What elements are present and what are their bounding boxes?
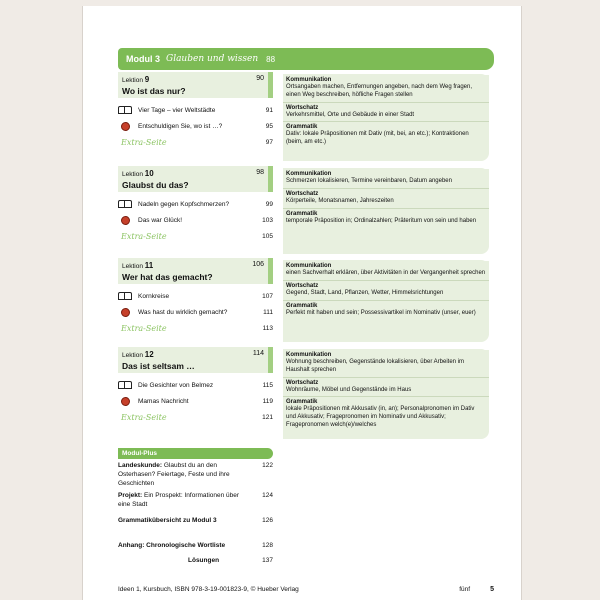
lesson-page: 114 xyxy=(252,350,264,357)
lesson-item[interactable] xyxy=(118,104,273,116)
section-heading: Wortschatz xyxy=(283,189,489,197)
entry-label: Grammatikübersicht zu Modul 3 xyxy=(118,517,217,524)
modul-plus-entry[interactable] xyxy=(118,557,273,566)
item-text: Kornkreise xyxy=(138,292,170,300)
section-heading: Grammatik xyxy=(283,397,489,405)
summary-section xyxy=(283,396,489,431)
cd-icon xyxy=(121,397,130,406)
section-body: Perfekt mit haben und sein; Possessivartikel im Nominativ (unser, euer) xyxy=(283,309,489,320)
lesson-item[interactable] xyxy=(118,230,273,242)
section-heading: Kommunikation xyxy=(283,169,489,177)
entry-text: Ein Prospekt: Informationen über eine Stadt xyxy=(118,492,240,508)
entry-text: Glaubst du an den Osterhasen? Feiertage, Feste und ihre Geschichten xyxy=(118,462,230,487)
entry-page: 137 xyxy=(262,557,273,564)
page-footer xyxy=(118,586,494,593)
section-heading: Wortschatz xyxy=(283,378,489,386)
modul-plus-bar: Modul-Plus xyxy=(118,448,273,459)
item-text: Extra-Seite xyxy=(121,137,167,147)
item-text: Was hast du wirklich gemacht? xyxy=(138,308,228,316)
item-page: 107 xyxy=(262,292,273,300)
item-text: Entschuldigen Sie, wo ist …? xyxy=(138,122,223,130)
lesson-item[interactable] xyxy=(118,411,273,423)
section-heading: Kommunikation xyxy=(283,75,489,83)
item-page: 99 xyxy=(265,200,273,208)
section-heading: Wortschatz xyxy=(283,281,489,289)
book-icon xyxy=(118,106,132,114)
lesson-label: Lektion 11 xyxy=(122,261,154,270)
modul-plus-entry[interactable] xyxy=(118,517,273,526)
summary-section xyxy=(283,280,489,300)
lesson-item[interactable] xyxy=(118,290,273,302)
lesson-label: Lektion 12 xyxy=(122,350,154,359)
item-text: Vier Tage – vier Weltstädte xyxy=(138,106,216,114)
modul-plus-entry[interactable] xyxy=(118,462,273,488)
lesson-item[interactable] xyxy=(118,306,273,318)
footer-word: fünf xyxy=(459,586,471,593)
lesson-header-10 xyxy=(118,166,273,192)
module-header xyxy=(118,48,494,70)
entry-page: 122 xyxy=(262,462,273,469)
lesson-header-9 xyxy=(118,72,273,98)
module-number: Modul 3 xyxy=(126,54,160,64)
item-page: 121 xyxy=(262,413,273,421)
summary-section xyxy=(283,75,489,102)
lesson-label: Lektion 10 xyxy=(122,169,154,178)
entry-page: 128 xyxy=(262,542,273,549)
lesson-label: Lektion 9 xyxy=(122,75,150,84)
item-page: 97 xyxy=(265,138,273,146)
book-page xyxy=(82,6,522,600)
cd-icon xyxy=(121,216,130,225)
lesson-page: 98 xyxy=(256,169,264,176)
summary-section xyxy=(283,188,489,208)
item-page: 111 xyxy=(263,308,273,316)
entry-label: Projekt: xyxy=(118,492,143,499)
lesson-title: Glaubst du das? xyxy=(122,180,189,190)
section-body: Ortsangaben machen, Entfernungen angeben, nach dem Weg fragen, einen Weg beschreiben, höfliche Fragen stellen xyxy=(283,83,489,102)
section-heading: Grammatik xyxy=(283,209,489,217)
item-text: Das war Glück! xyxy=(138,216,183,224)
entry-label: Landeskunde: xyxy=(118,462,163,469)
item-page: 105 xyxy=(262,232,273,240)
module-title: Glauben und wissen xyxy=(166,54,259,64)
item-page: 119 xyxy=(262,397,273,405)
section-body: Gegend, Stadt, Land, Pflanzen, Wetter, Himmelsrichtungen xyxy=(283,289,489,300)
cd-icon xyxy=(121,122,130,131)
lesson-title: Das ist seltsam … xyxy=(122,361,195,371)
item-text: Extra-Seite xyxy=(121,412,167,422)
entry-page: 126 xyxy=(262,517,273,524)
section-body: Wohnräume, Möbel und Gegenstände im Haus xyxy=(283,386,489,397)
book-icon xyxy=(118,381,132,389)
section-body: lokale Präpositionen mit Akkusativ (in, an); Personalpronomen im Dativ und Akkusativ; Fragepronomen im Nominativ und Akkusativ; Fragepronomen welch(e)/welches xyxy=(283,405,489,431)
lesson-header-12 xyxy=(118,347,273,373)
summary-section xyxy=(283,121,489,149)
summary-section xyxy=(283,350,489,377)
book-icon xyxy=(118,200,132,208)
lesson-item[interactable] xyxy=(118,379,273,391)
module-page: 88 xyxy=(266,54,276,64)
modul-plus-entry[interactable] xyxy=(118,542,273,551)
cd-icon xyxy=(121,308,130,317)
item-text: Mamas Nachricht xyxy=(138,397,189,405)
section-body: Wohnung beschreiben, Gegenstände lokalisieren, über Arbeiten im Haushalt sprechen xyxy=(283,358,489,377)
lesson-item[interactable] xyxy=(118,395,273,407)
section-body: einen Sachverhalt erklären, über Aktivitäten in der Vergangenheit sprechen xyxy=(283,269,489,280)
item-text: Nadeln gegen Kopfschmerzen? xyxy=(138,200,230,208)
summary-section xyxy=(283,377,489,397)
section-heading: Grammatik xyxy=(283,301,489,309)
entry-label: Lösungen xyxy=(188,557,220,564)
item-text: Die Gesichter von Belmez xyxy=(138,381,214,389)
section-heading: Kommunikation xyxy=(283,261,489,269)
lesson-summary-box xyxy=(283,260,489,342)
item-page: 95 xyxy=(265,122,273,130)
entry-page: 124 xyxy=(262,492,273,499)
lesson-title: Wer hat das gemacht? xyxy=(122,272,213,282)
book-icon xyxy=(118,292,132,300)
item-page: 115 xyxy=(262,381,273,389)
section-heading: Grammatik xyxy=(283,122,489,130)
section-body: Schmerzen lokalisieren, Termine vereinbaren, Datum angeben xyxy=(283,177,489,188)
summary-section xyxy=(283,208,489,228)
lesson-item[interactable] xyxy=(118,198,273,210)
lesson-summary-box xyxy=(283,168,489,254)
summary-section xyxy=(283,261,489,280)
modul-plus-entry[interactable] xyxy=(118,492,273,510)
lesson-item[interactable] xyxy=(118,214,273,226)
lesson-header-11 xyxy=(118,258,273,284)
page-number: 5 xyxy=(490,586,494,593)
section-heading: Kommunikation xyxy=(283,350,489,358)
item-text: Extra-Seite xyxy=(121,323,167,333)
item-page: 103 xyxy=(262,216,273,224)
summary-section xyxy=(283,169,489,188)
lesson-summary-box xyxy=(283,349,489,439)
section-body: Dativ: lokale Präpositionen mit Dativ (mit, bei, an etc.); Kontraktionen (beim, am etc.) xyxy=(283,130,489,149)
item-page: 113 xyxy=(262,324,273,332)
lesson-page: 106 xyxy=(252,261,264,268)
lesson-item[interactable] xyxy=(118,136,273,148)
lesson-title: Wo ist das nur? xyxy=(122,86,186,96)
item-page: 91 xyxy=(265,106,273,114)
section-body: Körperteile, Monatsnamen, Jahreszeiten xyxy=(283,197,489,208)
item-text: Extra-Seite xyxy=(121,231,167,241)
lesson-page: 90 xyxy=(256,75,264,82)
section-body: temporale Präposition in; Ordinalzahlen; Präteritum von sein und haben xyxy=(283,217,489,228)
lesson-summary-box xyxy=(283,74,489,161)
summary-section xyxy=(283,102,489,122)
lesson-item[interactable] xyxy=(118,322,273,334)
entry-label: Anhang: Chronologische Wortliste xyxy=(118,542,226,549)
footer-source: Ideen 1, Kursbuch, ISBN 978-3-19-001823-9, © Hueber Verlag xyxy=(118,586,299,593)
lesson-item[interactable] xyxy=(118,120,273,132)
section-body: Verkehrsmittel, Orte und Gebäude in einer Stadt xyxy=(283,111,489,122)
section-heading: Wortschatz xyxy=(283,103,489,111)
summary-section xyxy=(283,300,489,320)
